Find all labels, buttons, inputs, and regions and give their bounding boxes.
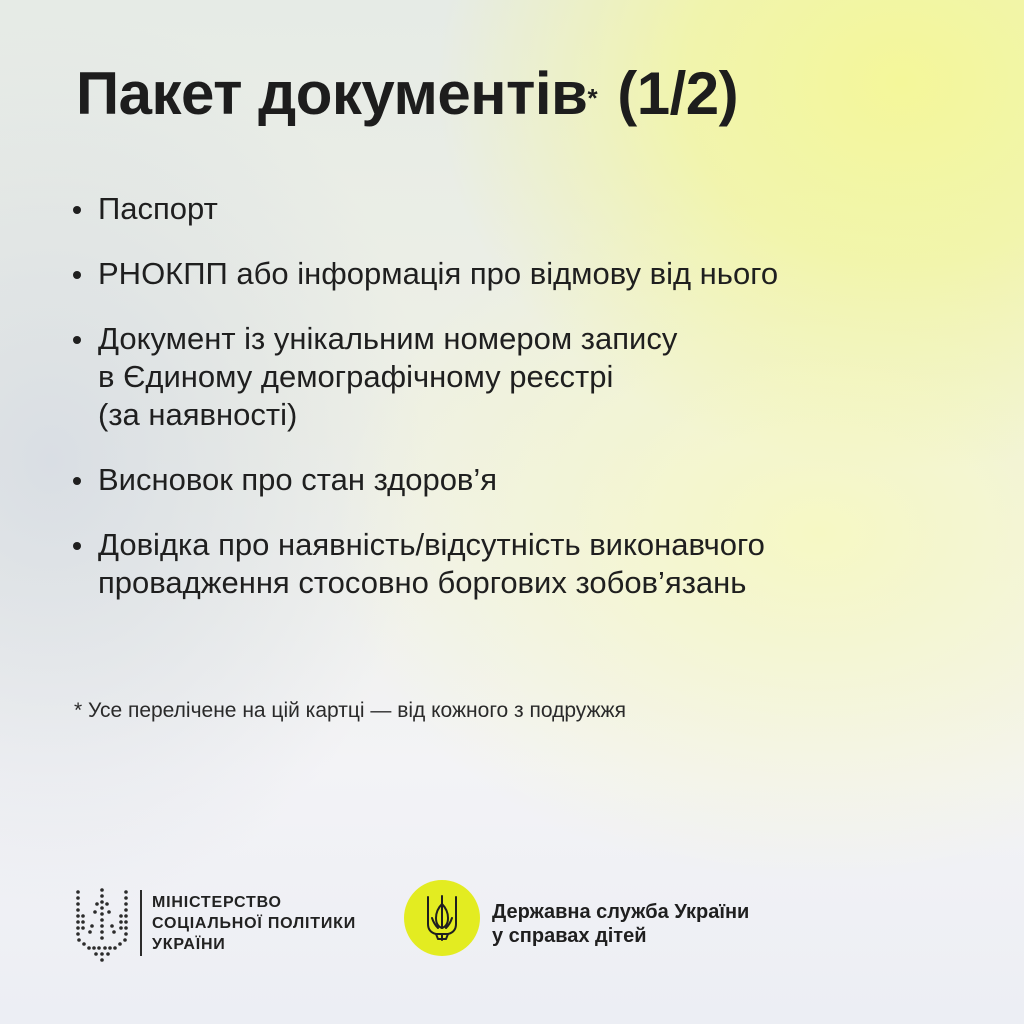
service-logo-circle bbox=[404, 880, 480, 956]
footer-logos bbox=[74, 876, 954, 966]
document-line: в Єдиному демографічному реєстрі bbox=[98, 359, 614, 394]
title-main: Пакет документів bbox=[76, 60, 588, 127]
document-line: Документ із унікальним номером запису bbox=[98, 321, 678, 356]
document-item-demographic-registry bbox=[72, 320, 972, 434]
ministry-name-line: МІНІСТЕРСТВО bbox=[152, 894, 282, 911]
document-item-tax-number bbox=[72, 255, 972, 293]
bullet-icon bbox=[73, 271, 81, 279]
service-name bbox=[492, 900, 749, 948]
documents-list bbox=[72, 190, 972, 629]
document-item-passport bbox=[72, 190, 972, 228]
document-line: Паспорт bbox=[98, 191, 218, 226]
service-name-line: Державна служба України bbox=[492, 901, 750, 923]
bullet-icon bbox=[73, 336, 81, 344]
service-name-line: у справах дітей bbox=[492, 925, 647, 947]
document-item-enforcement-certificate bbox=[72, 526, 972, 602]
logo-divider bbox=[140, 890, 142, 956]
document-line: провадження стосовно боргових зобов’язань bbox=[98, 565, 747, 600]
page-title bbox=[76, 58, 738, 130]
footnote: * Усе перелічене на цій картці — від кожного з подружжя bbox=[74, 699, 626, 722]
document-item-health-certificate bbox=[72, 461, 972, 499]
bullet-icon bbox=[73, 206, 81, 214]
title-part: (1/2) bbox=[617, 60, 739, 127]
document-line: Довідка про наявність/відсутність виконавчого bbox=[98, 527, 765, 562]
ministry-name-line: СОЦІАЛЬНОЇ ПОЛІТИКИ bbox=[152, 915, 357, 932]
trident-dotted-icon bbox=[74, 886, 130, 962]
title-asterisk: * bbox=[587, 83, 598, 113]
document-line: РНОКПП або інформація про відмову від нього bbox=[98, 256, 779, 291]
bullet-icon bbox=[73, 542, 81, 550]
document-line: Висновок про стан здоров’я bbox=[98, 462, 498, 497]
document-line: (за наявності) bbox=[98, 397, 298, 432]
bullet-icon bbox=[73, 477, 81, 485]
trident-icon bbox=[424, 894, 460, 942]
ministry-name bbox=[152, 892, 356, 955]
ministry-name-line: УКРАЇНИ bbox=[152, 936, 226, 953]
